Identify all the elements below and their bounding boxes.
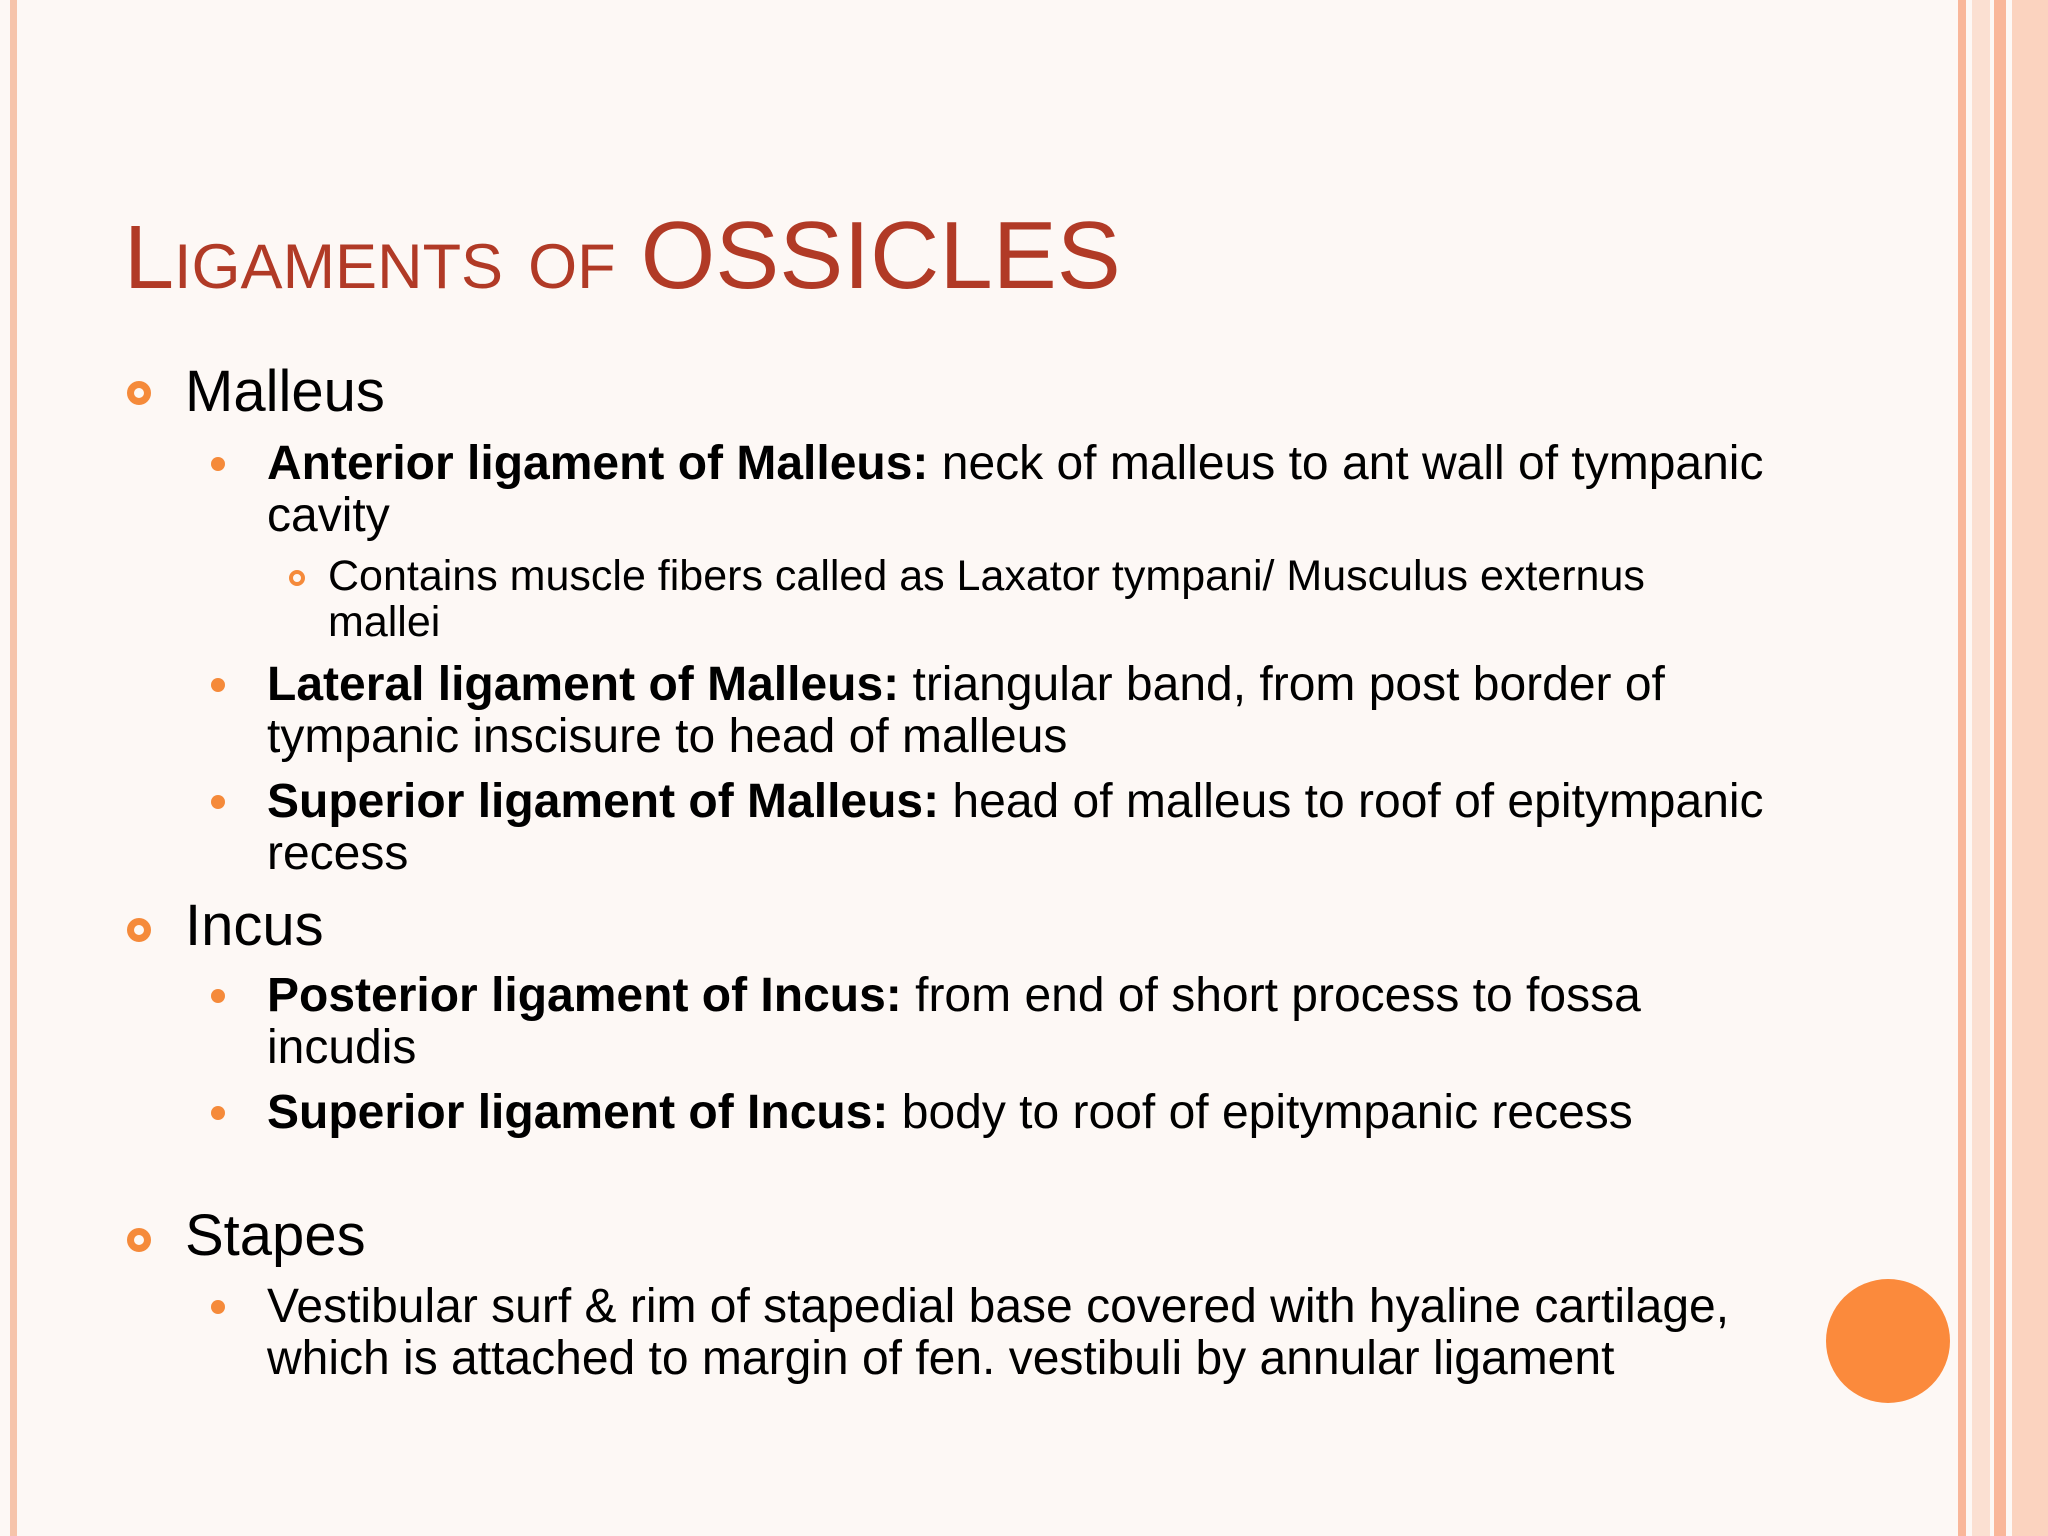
title-part-1: Ligaments of xyxy=(124,208,641,308)
dot-bullet-icon xyxy=(211,1106,225,1120)
small-ring-bullet-icon xyxy=(289,570,305,586)
right-border-band xyxy=(2012,0,2048,1536)
ligament-description: head of malleus to roof of epitympanic recess xyxy=(267,775,1764,880)
slide-title xyxy=(124,202,1121,309)
ligament-term: Anterior ligament of Malleus: xyxy=(267,437,929,490)
ligament-description: neck of malleus to ant wall of tympanic cavity xyxy=(267,437,1764,542)
list-item xyxy=(267,970,1767,1074)
list-item: Vestibular surf & rim of stapedial base covered with hyaline cartilage, which is attached to margin of fen. vestibuli by annular ligament xyxy=(267,1280,1730,1385)
title-part-2: OSSICLES xyxy=(640,202,1121,309)
right-border-band xyxy=(1958,0,1966,1536)
sub-list-item: Contains muscle fibers called as Laxator tympani/ Musculus externus mallei xyxy=(328,552,1645,646)
dot-bullet-icon xyxy=(211,678,225,692)
ligament-description: triangular band, from post border of tympanic inscisure to head of malleus xyxy=(267,658,1665,763)
ligament-term: Superior ligament of Malleus: xyxy=(267,775,940,828)
ring-bullet-icon xyxy=(127,918,151,942)
right-border-band xyxy=(1994,0,2006,1536)
dot-bullet-icon xyxy=(211,457,225,471)
ring-bullet-icon xyxy=(127,1228,151,1252)
left-border-stripe xyxy=(10,0,17,1536)
dot-bullet-icon xyxy=(211,989,225,1003)
decorative-circle xyxy=(1826,1279,1950,1403)
ligament-term: Superior ligament of Incus: xyxy=(267,1086,889,1139)
ligament-description: body to roof of epitympanic recess xyxy=(888,1086,1633,1139)
section-heading-stapes: Stapes xyxy=(185,1203,366,1268)
dot-bullet-icon xyxy=(211,1300,225,1314)
dot-bullet-icon xyxy=(211,795,225,809)
list-item xyxy=(267,776,1767,880)
list-item xyxy=(267,438,1767,542)
section-heading-malleus: Malleus xyxy=(185,359,385,424)
ring-bullet-icon xyxy=(127,381,151,405)
list-item xyxy=(267,1087,1767,1139)
ligament-term: Lateral ligament of Malleus: xyxy=(267,658,900,711)
right-border-band xyxy=(1972,0,1990,1536)
ligament-description: from end of short process to fossa incudis xyxy=(267,969,1641,1074)
section-heading-incus: Incus xyxy=(185,893,324,958)
list-item xyxy=(267,659,1767,763)
ligament-term: Posterior ligament of Incus: xyxy=(267,969,902,1022)
